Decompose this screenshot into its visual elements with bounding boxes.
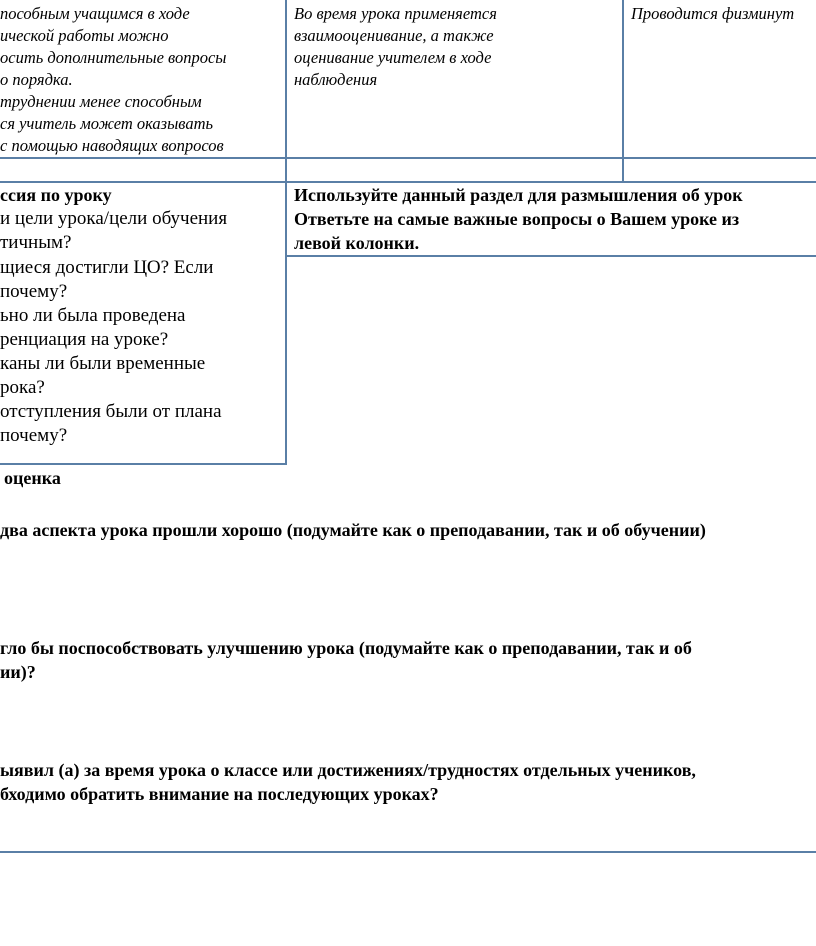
text-line: о порядка. (0, 70, 73, 89)
text-line: с помощью наводящих вопросов (0, 136, 224, 155)
text-line: левой колонки. (294, 233, 420, 253)
text-line: ся учитель может оказывать (0, 114, 214, 133)
text-line: рока? (0, 377, 45, 398)
text-line: ренциация на уроке? (0, 329, 169, 350)
table-right-cell-divider (285, 255, 816, 257)
text-line: Используйте данный раздел для размышления об урок (294, 185, 743, 205)
table-row-divider-2 (0, 181, 816, 183)
text-line: ьно ли была проведена (0, 305, 186, 326)
table-row-divider-1 (0, 157, 816, 159)
table-bottom-border (0, 463, 287, 465)
assessment-box-bottom (0, 851, 816, 853)
text-line: труднении менее способным (0, 92, 202, 111)
table-border-left-col3 (622, 0, 624, 183)
text-line: наблюдения (294, 70, 378, 89)
text-line: тичным? (0, 232, 72, 253)
text-line: взаимооценивание, а также (294, 26, 494, 45)
text-line: Во время урока применяется (294, 4, 497, 23)
text-line: и цели урока/цели обучения (0, 208, 228, 229)
text-line: отступления были от плана (0, 401, 222, 422)
text-line: каны ли были временные (0, 353, 206, 374)
text-line: оценивание учителем в ходе (294, 48, 492, 67)
text-line: ической работы можно (0, 26, 169, 45)
question-2-line-1: гло бы поспособствовать улучшению урока (подумайте как о преподавании, так и об (0, 638, 692, 658)
text-line: Проводится физминут (631, 4, 795, 23)
text-line: осить дополнительные вопросы (0, 48, 227, 67)
section-heading: оценка (4, 468, 61, 488)
text-line: Ответьте на самые важные вопросы о Вашем уроке из (294, 209, 740, 229)
reflection-title: ссия по уроку (0, 185, 112, 205)
text-line: почему? (0, 425, 68, 446)
text-line: почему? (0, 281, 68, 302)
text-line: щиеся достигли ЦО? Если (0, 257, 214, 278)
table-border-left-col2 (285, 0, 287, 465)
question-2-line-2: ии)? (0, 662, 36, 682)
question-3-line-2: бходимо обратить внимание на последующих уроках? (0, 784, 439, 804)
question-3-line-1: ыявил (а) за время урока о классе или достижениях/трудностях отдельных учеников, (0, 760, 696, 780)
text-line: пособным учащимся в ходе (0, 4, 190, 23)
question-1: два аспекта урока прошли хорошо (подумайте как о преподавании, так и об обучении) (0, 520, 706, 540)
